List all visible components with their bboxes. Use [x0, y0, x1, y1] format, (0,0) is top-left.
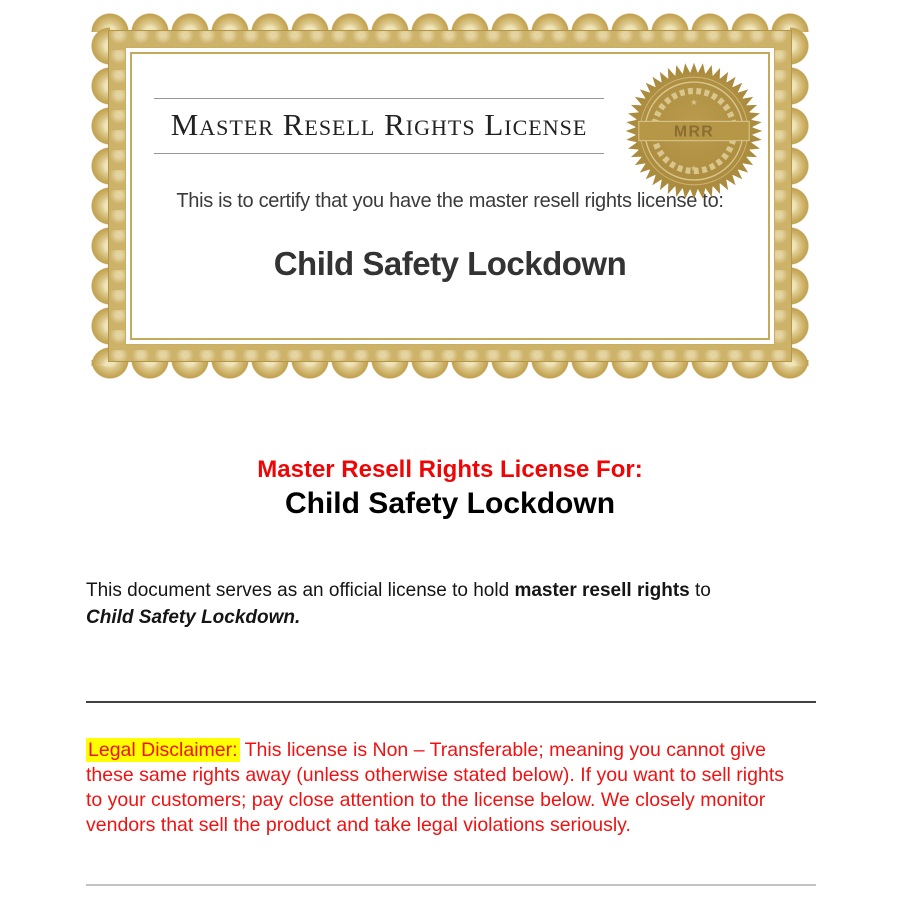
product-name-heading: Child Safety Lockdown [284, 487, 616, 520]
intro-paragraph [86, 577, 814, 631]
gold-seal-icon [625, 62, 763, 200]
certificate-title-block [154, 98, 604, 154]
certificate-product-name: Child Safety Lockdown [273, 245, 627, 282]
intro-bold-rights: master resell rights [514, 580, 690, 601]
divider-light [86, 884, 816, 886]
legal-disclaimer-paragraph [86, 738, 802, 838]
seal-star-bottom-icon: ★ [690, 163, 698, 174]
intro-middle: to [689, 580, 711, 601]
seal-star-top-icon: ★ [690, 96, 698, 107]
certificate-title: Master Resell Rights License [170, 107, 588, 142]
legal-disclaimer-label: Legal Disclaimer: [88, 739, 238, 761]
license-for-heading: Master Resell Rights License For: [257, 456, 643, 483]
legal-disclaimer-text: This license is Non – Transferable; meaning you cannot give these same rights away (unless otherwise stated below). If you want to sell rights to your customers; pay close attention to the license below. We closely monitor vendors that sell the product and take legal violations seriously. [86, 739, 784, 836]
certificate-border-top [90, 12, 810, 32]
certificate-border-right [790, 26, 810, 366]
title-rule-bottom [154, 153, 604, 154]
license-certificate [90, 12, 810, 380]
document-headings [0, 456, 900, 521]
certificate-border-bottom [90, 360, 810, 380]
intro-prefix: This document serves as an official license to hold [86, 580, 515, 601]
certificate-border-left [90, 26, 110, 366]
seal-label: MRR [673, 123, 715, 141]
intro-product-name: Child Safety Lockdown. [86, 607, 301, 628]
divider-dark [86, 701, 816, 703]
certify-line: This is to certify that you have the master resell rights license to: [176, 190, 724, 212]
